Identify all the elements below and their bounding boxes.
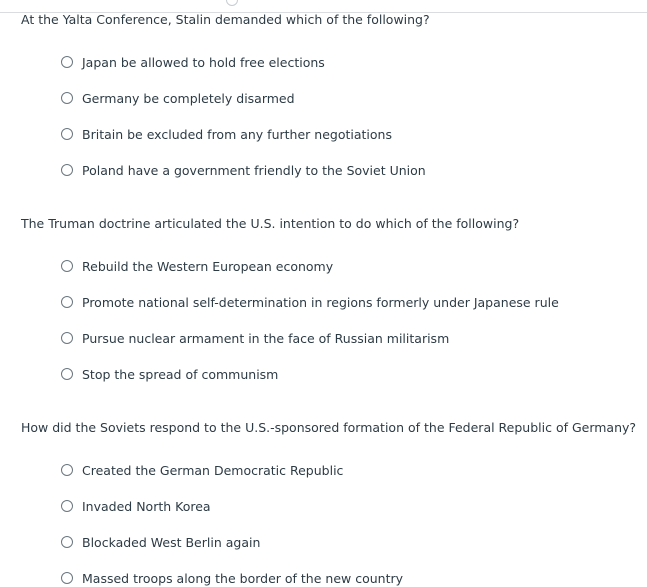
answer-label: Rebuild the Western European economy xyxy=(82,258,334,274)
answer-label: Japan be allowed to hold free elections xyxy=(82,54,325,70)
radio-button[interactable] xyxy=(61,128,73,140)
answer-label: Stop the spread of communism xyxy=(82,366,279,382)
answer-label: Promote national self-determination in regions formerly under Japanese rule xyxy=(82,294,559,310)
answer-option[interactable] xyxy=(61,89,295,107)
answer-option[interactable] xyxy=(61,569,403,587)
answer-label: Poland have a government friendly to the Soviet Union xyxy=(82,162,426,178)
answer-option[interactable] xyxy=(61,53,325,71)
answer-option[interactable] xyxy=(61,293,559,311)
answer-label: Created the German Democratic Republic xyxy=(82,462,344,478)
answer-label: Massed troops along the border of the new country xyxy=(82,570,404,586)
answer-option[interactable] xyxy=(61,497,211,515)
answer-label: Invaded North Korea xyxy=(82,498,211,514)
clipped-glyph xyxy=(226,0,238,6)
answer-option[interactable] xyxy=(61,125,392,143)
radio-button[interactable] xyxy=(61,296,73,308)
question-text: At the Yalta Conference, Stalin demanded which of the following? xyxy=(21,12,430,27)
radio-button[interactable] xyxy=(61,368,73,380)
radio-button[interactable] xyxy=(61,500,73,512)
radio-button[interactable] xyxy=(61,572,73,584)
question-text: The Truman doctrine articulated the U.S. intention to do which of the following? xyxy=(21,216,520,231)
answer-label: Pursue nuclear armament in the face of Russian militarism xyxy=(82,330,450,346)
answer-label: Germany be completely disarmed xyxy=(82,90,295,106)
radio-button[interactable] xyxy=(61,464,73,476)
answer-option[interactable] xyxy=(61,257,333,275)
radio-button[interactable] xyxy=(61,332,73,344)
question-3 xyxy=(21,420,637,436)
question-1 xyxy=(21,12,631,28)
answer-option[interactable] xyxy=(61,365,278,383)
question-2 xyxy=(21,216,631,232)
answer-option[interactable] xyxy=(61,533,260,551)
answer-label: Britain be excluded from any further negotiations xyxy=(82,126,392,142)
radio-button[interactable] xyxy=(61,536,73,548)
answer-option[interactable] xyxy=(61,161,426,179)
radio-button[interactable] xyxy=(61,56,73,68)
answer-option[interactable] xyxy=(61,461,343,479)
answer-label: Blockaded West Berlin again xyxy=(82,534,261,550)
radio-button[interactable] xyxy=(61,92,73,104)
question-text: How did the Soviets respond to the U.S.-sponsored formation of the Federal Republic of Germany? xyxy=(21,420,637,435)
radio-button[interactable] xyxy=(61,260,73,272)
radio-button[interactable] xyxy=(61,164,73,176)
answer-option[interactable] xyxy=(61,329,449,347)
